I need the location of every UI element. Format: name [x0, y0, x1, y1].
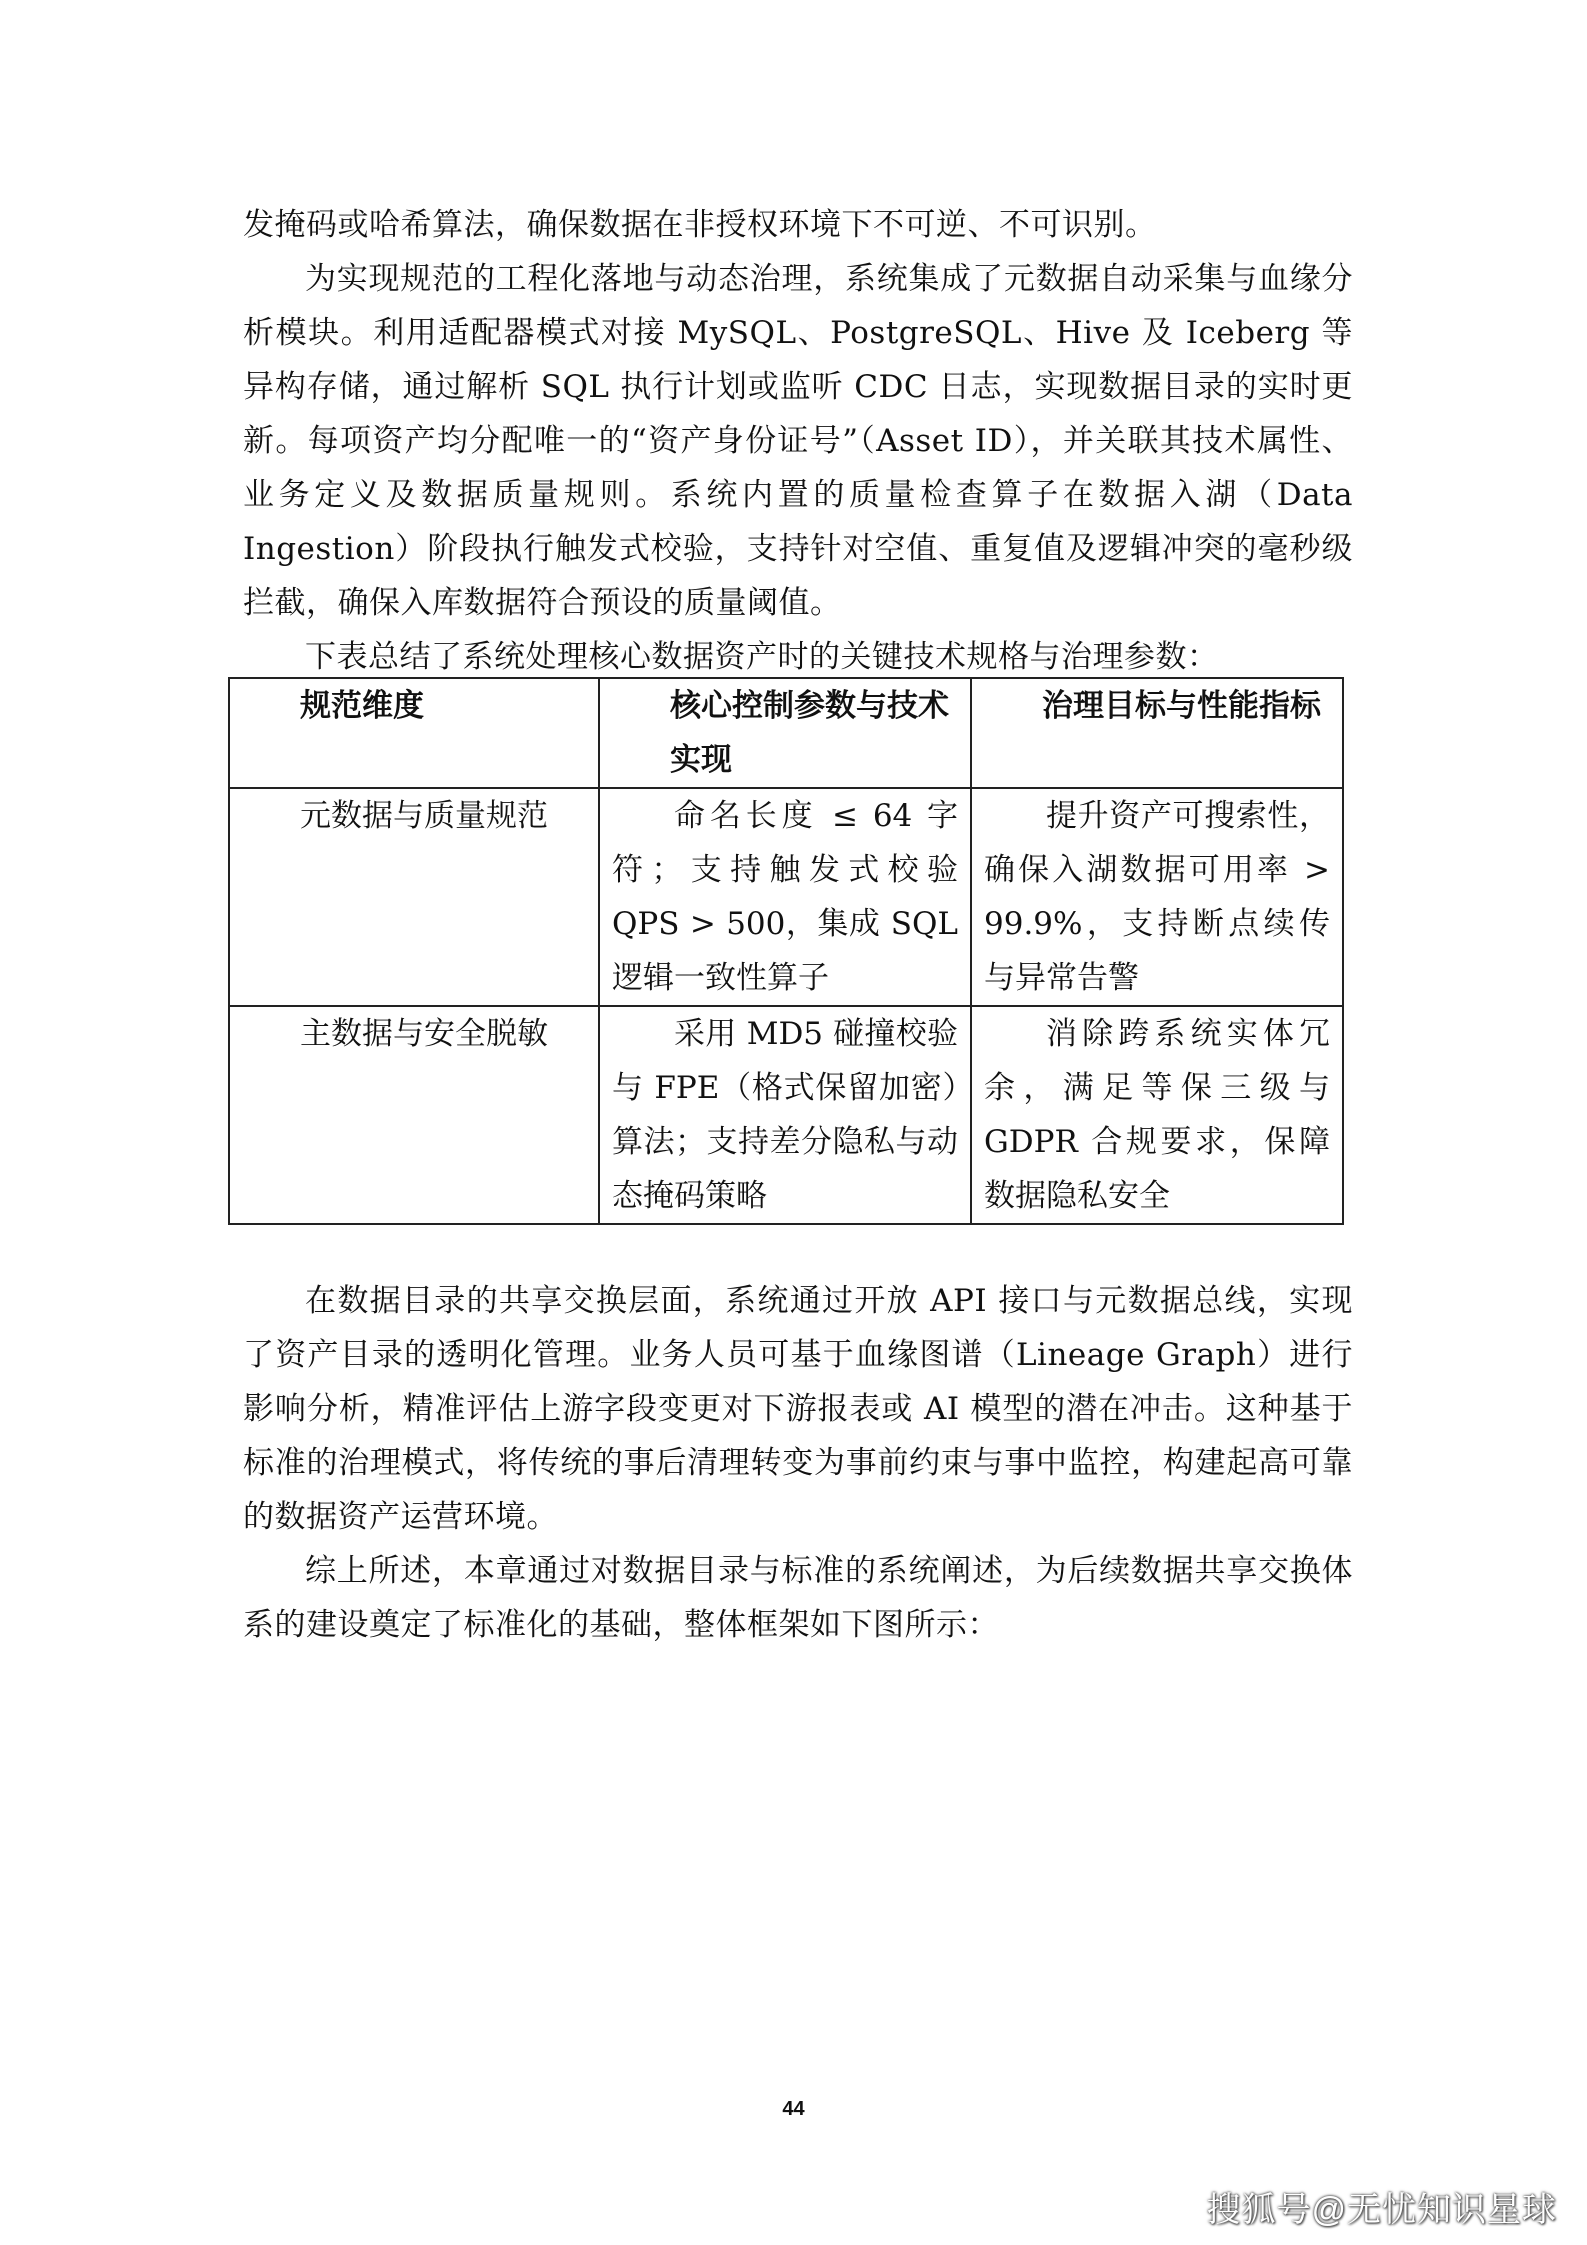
cell-text: 采用 MD5 碰撞校验与 FPE（格式保留加密）算法；支持差分隐私与动态掩码策略: [612, 1016, 958, 1214]
page-number: 44: [782, 2098, 805, 2120]
spec-table-container: [228, 677, 1342, 1225]
table-header-row: [229, 678, 1343, 788]
watermark-text: 搜狐号@无忧知识星球: [1206, 2191, 1557, 2229]
cell-text: 消除跨系统实体冗余，满足等保三级与 GDPR 合规要求，保障数据隐私安全: [984, 1016, 1330, 1214]
paragraph: 发掩码或哈希算法，确保数据在非授权环境下不可逆、不可识别。: [243, 207, 1157, 243]
table-cell: [599, 1006, 971, 1224]
paragraph-table-intro: 下表总结了系统处理核心数据资产时的关键技术规格与治理参数：: [305, 639, 1219, 675]
paragraph: 综上所述，本章通过对数据目录与标准的系统阐述，为后续数据共享交换体系的建设奠定了标准化的基础，整体框架如下图所示：: [243, 1553, 1353, 1643]
table-cell: [229, 1006, 599, 1224]
table-header-cell: 规范维度: [229, 678, 599, 788]
cell-text: 提升资产可搜索性，确保入湖数据可用率 > 99.9%，支持断点续传与异常告警: [984, 798, 1330, 996]
table-cell: [971, 1006, 1343, 1224]
cell-text: 主数据与安全脱敏: [300, 1016, 548, 1052]
paragraph: 为实现规范的工程化落地与动态治理，系统集成了元数据自动采集与血缘分析模块。利用适配器模式对接 MySQL、PostgreSQL、Hive 及 Iceberg 等异构存储，通过解析 SQL 执行计划或监听 CDC 日志，实现数据目录的实时更新。每项资产均分配唯一的“资产身份证号”（Asset ID），并关联其技术属性、业务定义及数据质量规则。系统内置的质量检查算子在数据入湖（Data Ingestion）阶段执行触发式校验，支持针对空值、重复值及逻辑冲突的毫秒级拦截，确保入库数据符合预设的质量阈值。: [243, 261, 1353, 621]
cell-text: 命名长度 ≤ 64 字符；支持触发式校验 QPS > 500，集成 SQL 逻辑一致性算子: [612, 798, 958, 996]
table-header-cell: 核心控制参数与技术实现: [599, 678, 971, 788]
cell-text: 元数据与质量规范: [300, 798, 548, 834]
table-row: [229, 1006, 1343, 1224]
table-header-cell: 治理目标与性能指标: [971, 678, 1343, 788]
body-text-bottom: [243, 1274, 1353, 1652]
table-cell: [599, 788, 971, 1006]
table-row: [229, 788, 1343, 1006]
body-text-top: [243, 198, 1353, 684]
paragraph: 在数据目录的共享交换层面，系统通过开放 API 接口与元数据总线，实现了资产目录的透明化管理。业务人员可基于血缘图谱（Lineage Graph）进行影响分析，精准评估上游字段变更对下游报表或 AI 模型的潜在冲击。这种基于标准的治理模式，将传统的事后清理转变为事前约束与事中监控，构建起高可靠的数据资产运营环境。: [243, 1283, 1353, 1535]
table-cell: [229, 788, 599, 1006]
table-cell: [971, 788, 1343, 1006]
spec-table: [228, 677, 1344, 1225]
